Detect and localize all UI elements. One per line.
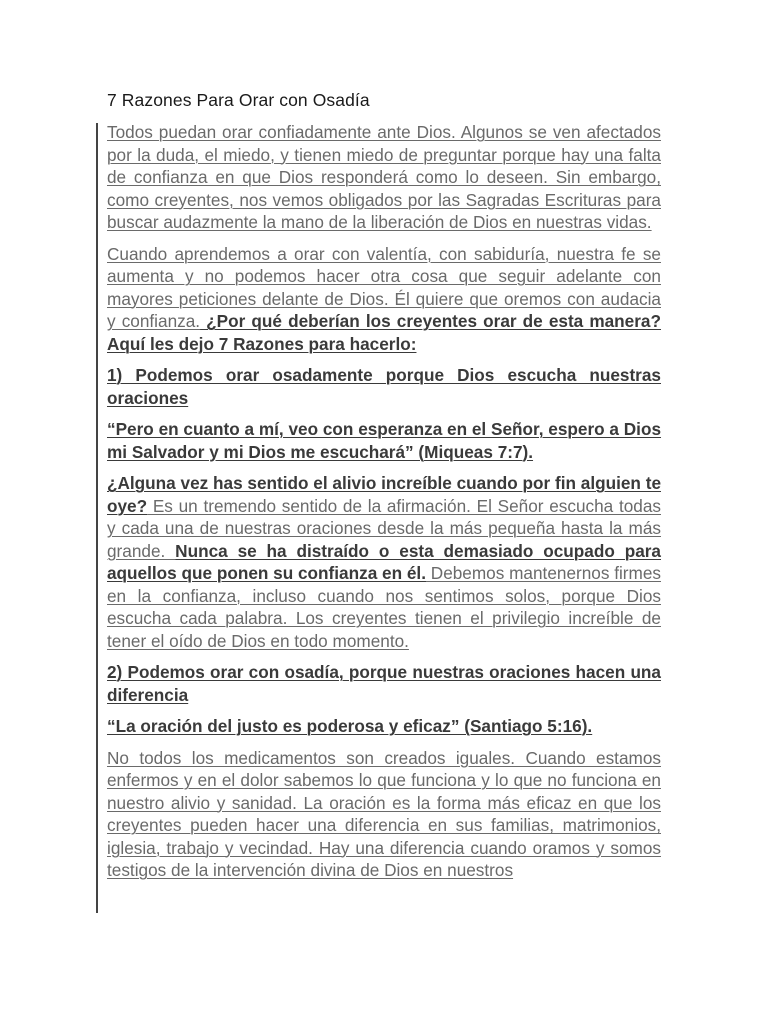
reason-2-quote-text: “La oración del justo es poderosa y eficaz” (Santiago 5:16). bbox=[107, 716, 593, 736]
paragraph-courage-question: ¿Por qué deberían los creyentes orar de esta manera? Aquí les dejo 7 Razones para hacerlo: bbox=[107, 311, 661, 354]
paragraph-medicine bbox=[107, 747, 661, 882]
paragraph-intro-text: Todos puedan orar confiadamente ante Dios. Algunos se ven afectados por la duda, el miedo, y tienen miedo de preguntar porque hay una falta de confianza en que Dios responderá como lo deseen. Sin embargo, como creyentes, nos vemos obligados por las Sagradas Escrituras para buscar audazmente la mano de la liberación de Dios en nuestras vidas. bbox=[107, 122, 661, 232]
document-body bbox=[107, 121, 661, 891]
paragraph-relief-question: ¿Alguna vez has sentido el alivio increíble cuando por fin alguien te oye? bbox=[107, 473, 661, 516]
reason-1-heading-text: 1) Podemos orar osadamente porque Dios escucha nuestras oraciones bbox=[107, 365, 661, 408]
paragraph-intro bbox=[107, 121, 661, 234]
document-title: 7 Razones Para Orar con Osadía bbox=[107, 90, 370, 110]
reason-1-quote-text: “Pero en cuanto a mí, veo con esperanza en el Señor, espero a Dios mi Salvador y mi Dios me escuchará” (Miqueas 7:7). bbox=[107, 419, 662, 462]
paragraph-relief-text-2: Debemos mantenernos firmes en la confianza, incluso cuando nos sentimos solos, porque Dios escucha cada palabra. Los creyentes tienen el privilegio increíble de tener el oído de Dios en todo momento. bbox=[107, 563, 661, 651]
reason-2-quote bbox=[107, 715, 661, 738]
reason-1-heading bbox=[107, 364, 661, 409]
paragraph-relief bbox=[107, 472, 661, 652]
reason-1-quote bbox=[107, 418, 661, 463]
paragraph-courage-text: Cuando aprendemos a orar con valentía, con sabiduría, nuestra fe se aumenta y no podemos hacer otra cosa que seguir adelante con mayores peticiones delante de Dios. Él quiere que oremos con audacia y confianza. bbox=[107, 243, 661, 331]
paragraph-medicine-text: No todos los medicamentos son creados iguales. Cuando estamos enfermos y en el dolor sabemos lo que funciona y lo que no funciona en nuestro alivio y sanidad. La oración es la forma más eficaz en que los creyentes pueden hacer una diferencia en sus familias, matrimonios, iglesia, trabajo y vecindad. Hay una diferencia cuando oramos y somos testigos de la intervención divina de Dios en nuestros bbox=[107, 747, 661, 880]
paragraph-relief-text-1: Es un tremendo sentido de la afirmación. El Señor escucha todas y cada una de nuestras oraciones desde la más pequeña hasta la más grande. bbox=[107, 495, 661, 561]
reason-2-heading-text: 2) Podemos orar con osadía, porque nuestras oraciones hacen una diferencia bbox=[107, 662, 661, 705]
reason-2-heading bbox=[107, 661, 661, 706]
paragraph-relief-emphasis: Nunca se ha distraído o esta demasiado ocupado para aquellos que ponen su confianza en él. bbox=[107, 540, 661, 583]
margin-rule bbox=[96, 123, 98, 913]
paragraph-courage bbox=[107, 243, 661, 356]
